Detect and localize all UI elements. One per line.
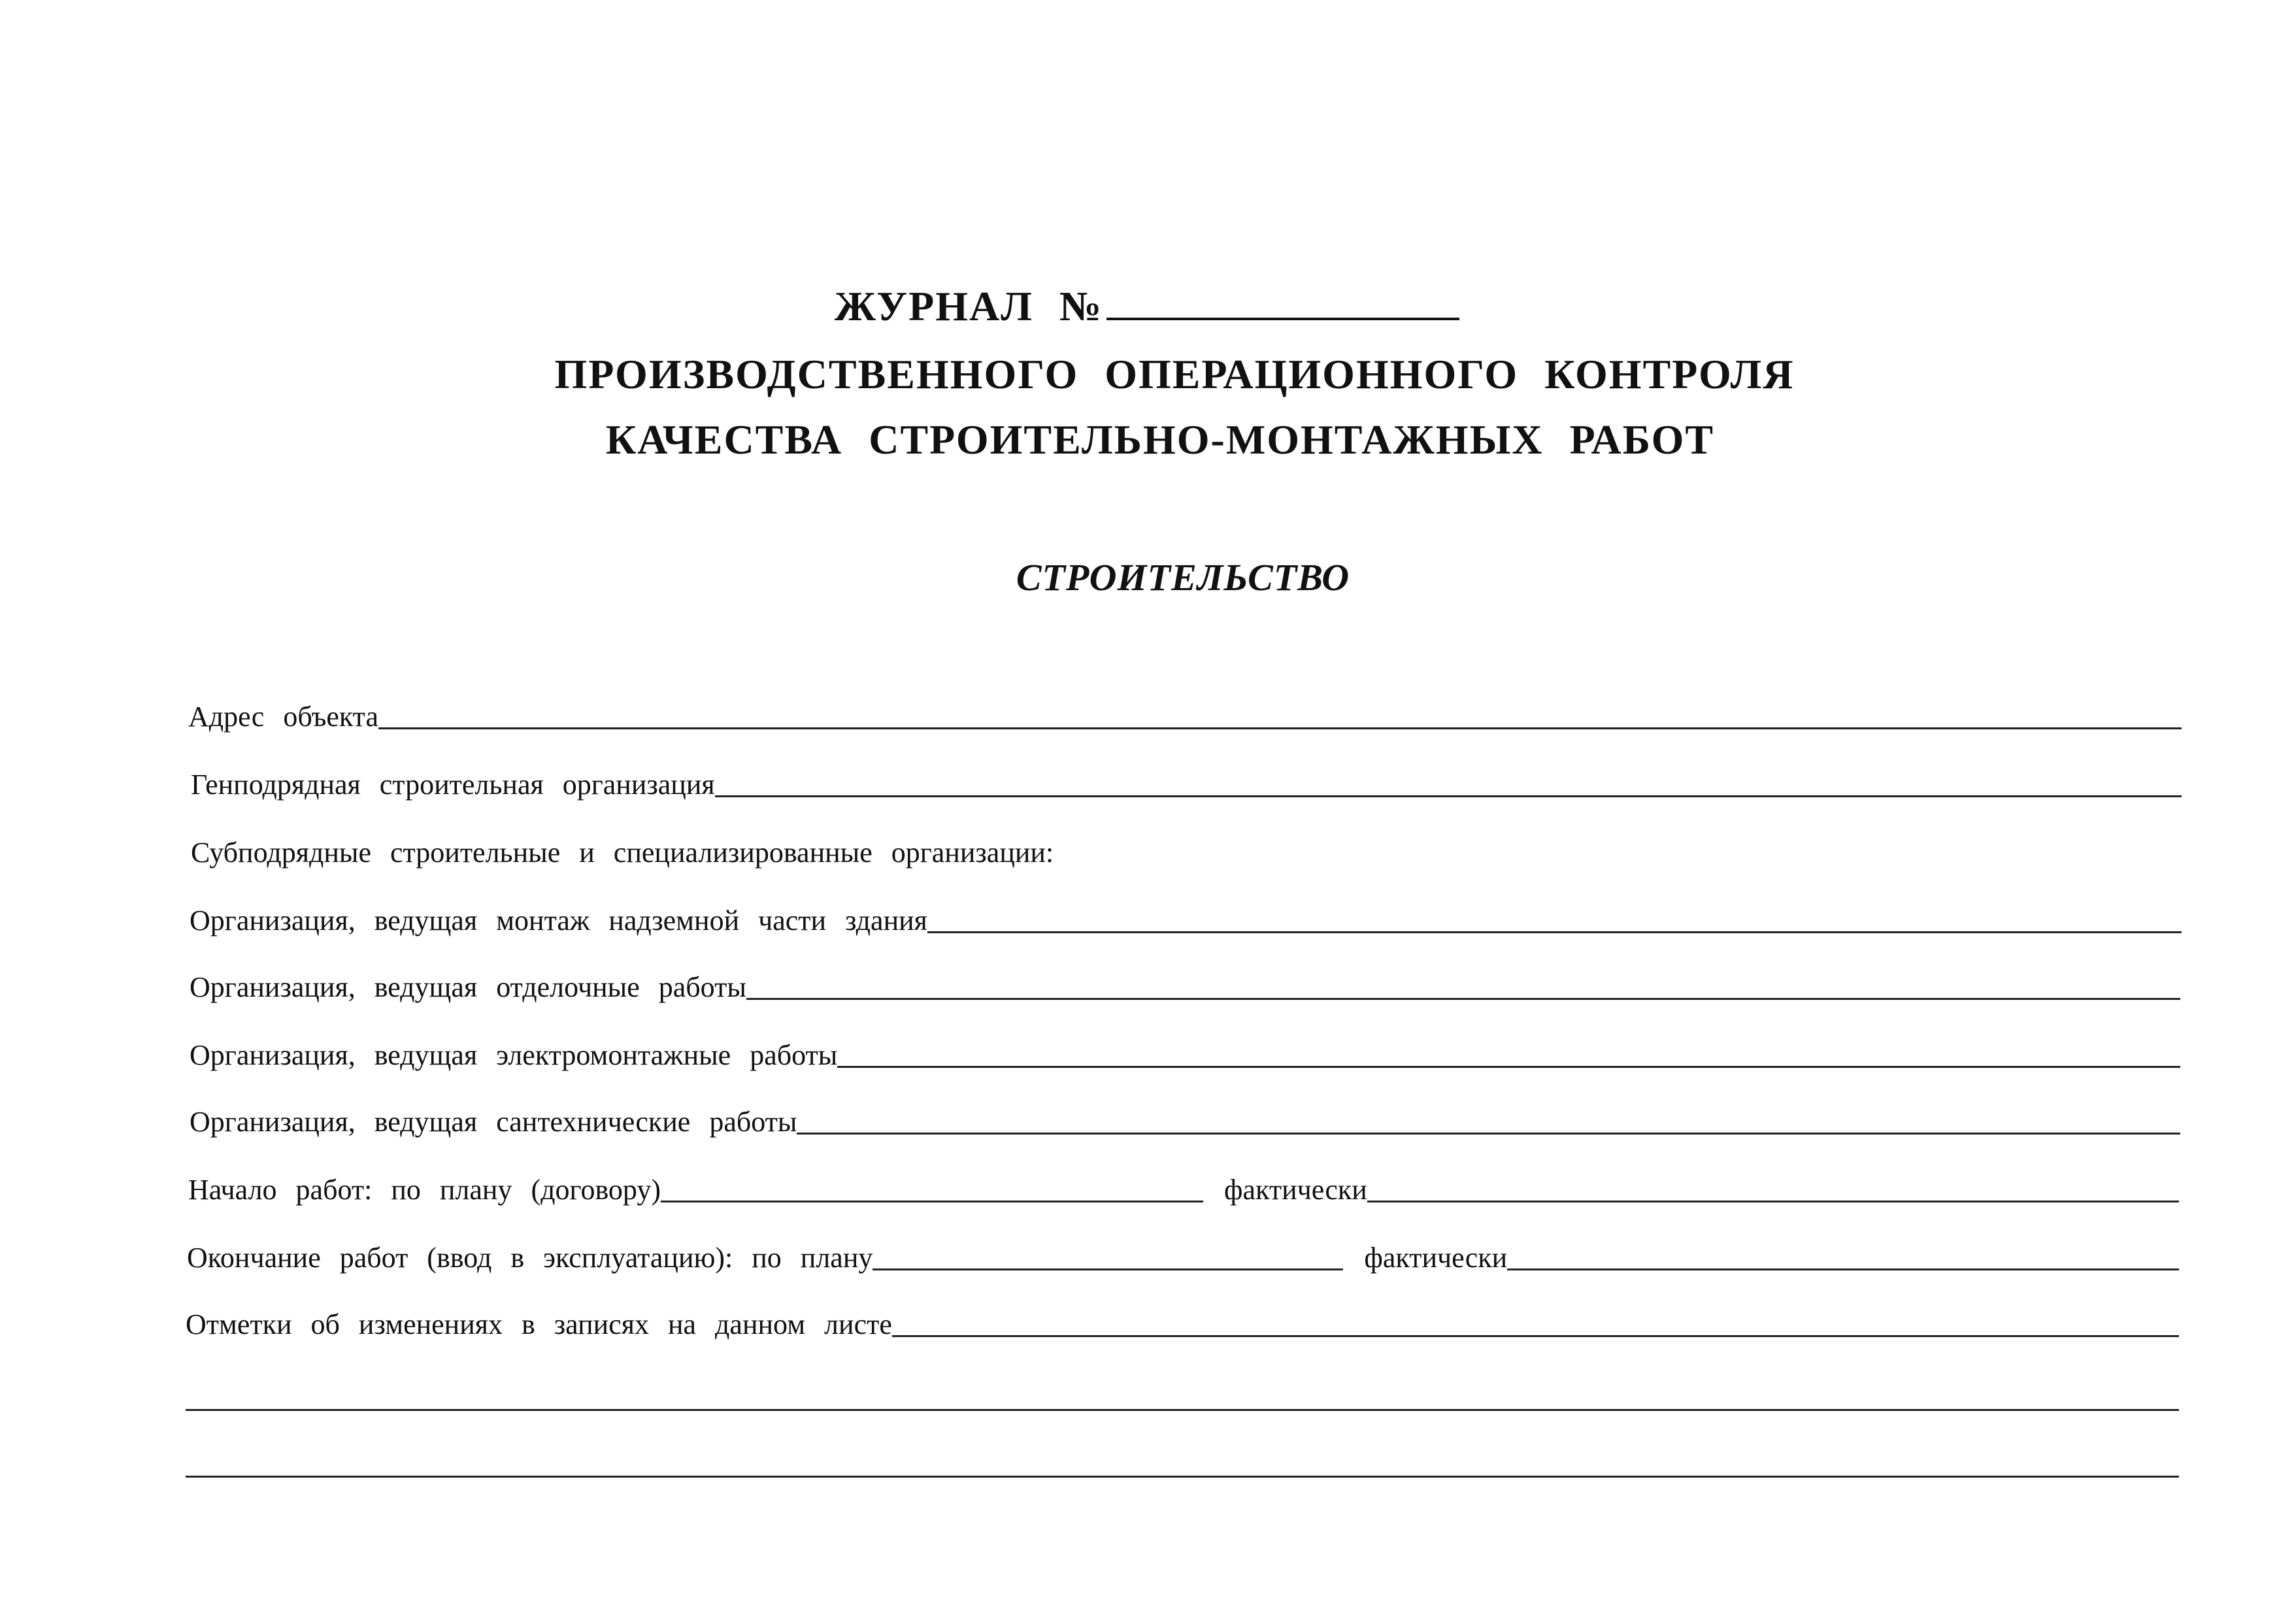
start-actual-label: фактически xyxy=(1224,1174,1367,1206)
changes-extra-line-1[interactable] xyxy=(186,1408,2179,1411)
end-actual-field[interactable] xyxy=(1507,1242,2179,1270)
subcontractors-row xyxy=(191,831,2182,870)
section-subtitle: СТРОИТЕЛЬСТВО xyxy=(1016,556,1350,599)
org-installation-row xyxy=(190,899,2182,938)
org-electrical-row xyxy=(190,1034,2180,1073)
address-row xyxy=(188,695,2182,735)
org-finishing-label: Организация, ведущая отделочные работы xyxy=(190,971,746,1003)
org-plumbing-row xyxy=(190,1101,2180,1140)
changes-extra-line-2[interactable] xyxy=(186,1474,2179,1478)
start-dates-row xyxy=(188,1168,2179,1208)
address-field[interactable] xyxy=(378,701,2182,729)
general-contractor-field[interactable] xyxy=(715,769,2182,797)
org-installation-field[interactable] xyxy=(927,905,2182,933)
end-plan-field[interactable] xyxy=(873,1242,1343,1270)
start-actual-field[interactable] xyxy=(1367,1174,2179,1202)
end-plan-label: Окончание работ (ввод в эксплуатацию): по плану xyxy=(187,1242,873,1274)
org-electrical-label: Организация, ведущая электромонтажные работы xyxy=(190,1039,838,1071)
start-plan-field[interactable] xyxy=(661,1174,1203,1202)
org-finishing-row xyxy=(190,966,2180,1005)
start-plan-label: Начало работ: по плану (договору) xyxy=(188,1174,661,1206)
org-electrical-field[interactable] xyxy=(837,1040,2180,1068)
org-finishing-field[interactable] xyxy=(746,972,2180,1000)
general-contractor-label: Генподрядная строительная организация xyxy=(191,769,715,801)
org-installation-label: Организация, ведущая монтаж надземной части здания xyxy=(190,904,927,936)
end-dates-row xyxy=(187,1236,2179,1276)
general-contractor-row xyxy=(191,763,2182,803)
title-line-3: КАЧЕСТВА СТРОИТЕЛЬНО-МОНТАЖНЫХ РАБОТ xyxy=(605,416,1715,463)
journal-number-field[interactable] xyxy=(1106,284,1459,320)
changes-label: Отметки об изменениях в записях на данном листе xyxy=(186,1308,892,1340)
changes-row xyxy=(186,1303,2179,1342)
org-plumbing-label: Организация, ведущая сантехнические работы xyxy=(190,1106,797,1138)
journal-title xyxy=(0,282,2294,331)
end-actual-label: фактически xyxy=(1364,1242,1508,1274)
journal-label: ЖУРНАЛ № xyxy=(834,283,1103,329)
org-plumbing-field[interactable] xyxy=(797,1106,2180,1135)
subcontractors-label: Субподрядные строительные и специализированные организации: xyxy=(191,837,1054,869)
changes-field[interactable] xyxy=(892,1309,2179,1337)
title-line-2: ПРОИЗВОДСТВЕННОГО ОПЕРАЦИОННОГО КОНТРОЛЯ xyxy=(554,351,1795,397)
address-label: Адрес объекта xyxy=(188,701,378,733)
